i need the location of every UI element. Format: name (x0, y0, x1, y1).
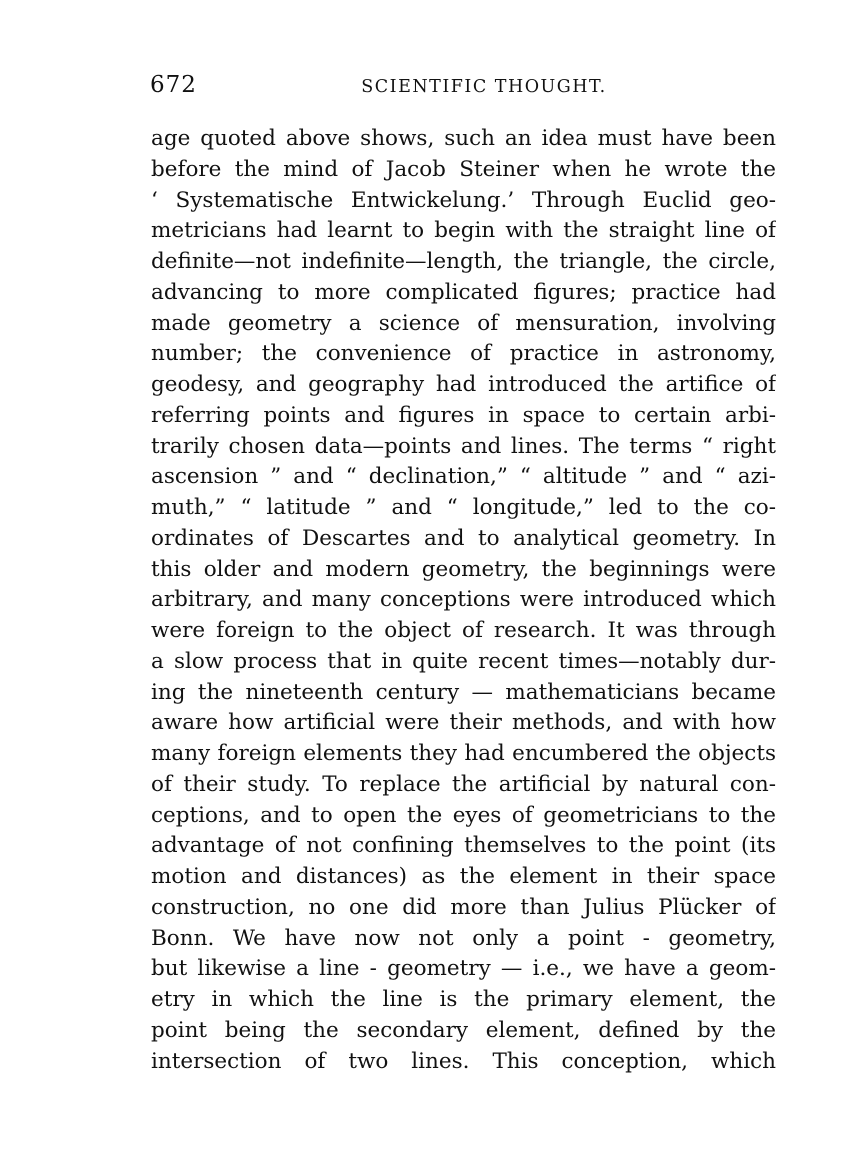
running-head: SCIENTIFIC THOUGHT. (361, 77, 607, 97)
text-line: ‘ Systematische Entwickelung.’ Through Euclid geo- (151, 187, 776, 213)
text-line: of their study. To replace the artificial by natural con- (151, 771, 776, 797)
text-line: a slow process that in quite recent times—notably dur- (151, 648, 776, 674)
page-header (150, 72, 778, 102)
text-line: advantage of not confining themselves to the point (its (151, 833, 776, 859)
text-line: number; the convenience of practice in astronomy, (151, 341, 776, 367)
text-line: but likewise a line - geometry — i.e., we have a geom- (151, 956, 776, 982)
text-line: advancing to more complicated figures; practice had (151, 279, 776, 305)
text-line: were foreign to the object of research. It was through (151, 618, 776, 643)
text-line: arbitrary, and many conceptions were introduced which (151, 587, 776, 613)
text-line: made geometry a science of mensuration, involving (151, 310, 776, 336)
text-line: aware how artificial were their methods, and with how (151, 710, 776, 736)
text-line: trarily chosen data—points and lines. The terms “ right (151, 433, 776, 459)
text-line: age quoted above shows, such an idea must have been (151, 126, 776, 151)
text-line: intersection of two lines. This conception, which (151, 1048, 776, 1074)
text-line: motion and distances) as the element in their space (151, 864, 776, 889)
text-line: ascension ” and “ declination,” “ altitude ” and “ azi- (151, 464, 776, 490)
body-text (151, 124, 776, 1077)
text-line: before the mind of Jacob Steiner when he wrote the (151, 156, 776, 182)
text-line: Bonn. We have now not only a point - geometry, (151, 925, 776, 951)
text-line: point being the secondary element, defined by the (151, 1017, 776, 1043)
page-number: 672 (150, 72, 197, 98)
text-line: etry in which the line is the primary element, the (151, 987, 776, 1012)
text-line: many foreign elements they had encumbered the objects (151, 741, 776, 766)
text-line: ordinates of Descartes and to analytical geometry. In (151, 525, 776, 551)
text-line: ceptions, and to open the eyes of geometricians to the (151, 802, 776, 828)
text-line: construction, no one did more than Julius Plücker of (151, 894, 776, 920)
text-line: this older and modern geometry, the beginnings were (151, 556, 776, 582)
text-line: metricians had learnt to begin with the straight line of (151, 218, 776, 244)
text-line: referring points and figures in space to certain arbi- (151, 402, 776, 428)
text-line: geodesy, and geography had introduced the artifice of (151, 372, 776, 397)
text-line: definite—not indefinite—length, the triangle, the circle, (151, 249, 776, 274)
text-line: muth,” “ latitude ” and “ longitude,” led to the co- (151, 495, 776, 520)
text-line: ing the nineteenth century — mathematicians became (151, 679, 776, 705)
